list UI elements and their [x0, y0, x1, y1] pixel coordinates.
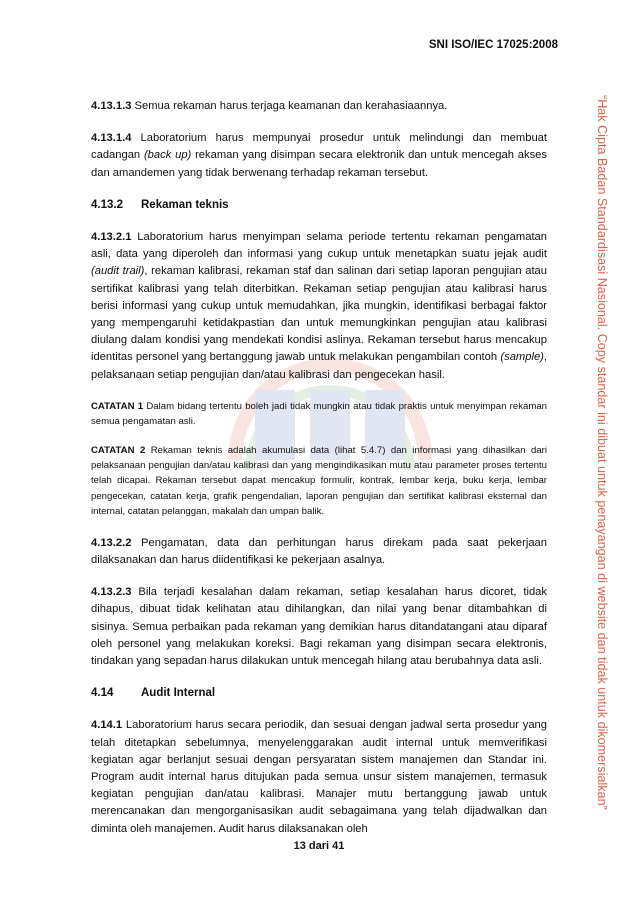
clause-4-13-2-2 — [91, 535, 547, 569]
note-text: Rekaman teknis adalah akumulasi data (lihat 5.4.7) dan informasi yang dihasilkan dari pelaksanaan pengujian dan/atau kalibrasi dan yang mengindikasikan mutu atau parameter proses tertentu telah dicapai. Rekaman tersebut dapat mencakup formulir, kontrak, lembar kerja, buku kerja, lembar pengecekan, catatan kerja, grafik pengendalian, laporan pengujian dan sertifikat kalibrasi eksternal dan internal, catatan pelanggan, makalah dan umpan balik. — [91, 444, 547, 518]
document-id-header: SNI ISO/IEC 17025:2008 — [428, 39, 558, 51]
clause-text: Laboratorium harus mempunyai prosedur untuk melindungi dan membuat cadangan — [91, 132, 547, 162]
note-1 — [91, 399, 547, 430]
clause-text: Pengamatan, data dan perhitungan harus direkam pada saat pekerjaan dilaksanakan dan harus diidentifikasi ke pekerjaan asalnya. — [91, 536, 547, 566]
clause-4-13-1-3 — [91, 98, 547, 115]
clause-4-14-1 — [91, 717, 547, 837]
section-number: 4.13.2 — [91, 198, 123, 211]
section-heading-4-13-2 — [91, 197, 547, 214]
copyright-side-watermark — [595, 95, 615, 810]
clause-4-13-2-3 — [91, 584, 547, 670]
clause-4-13-2-1 — [91, 229, 547, 384]
section-title: Rekaman teknis — [141, 198, 229, 211]
note-text: Dalam bidang tertentu boleh jadi tidak mungkin atau tidak praktis untuk menyimpan rekaman semua pengamatan asli. — [91, 400, 547, 428]
section-title: Audit Internal — [141, 687, 216, 700]
note-label: CATATAN 2 — [91, 444, 146, 456]
clause-text: Semua rekaman harus terjaga keamanan dan kerahasiaannya. — [131, 100, 448, 112]
note-label: CATATAN 1 — [91, 400, 144, 412]
copyright-side-text: “Hak Cipta Badan Standardisasi Nasional. Copy standar ini dibuat untuk penayangan di website dan tidak untuk dikomersialkan” — [595, 95, 609, 810]
section-number: 4.14 — [91, 687, 114, 700]
clause-number: 4.13.2.1 — [91, 231, 132, 244]
clause-italic-term: (back up) — [143, 149, 192, 162]
clause-number: 4.13.1.3 — [91, 100, 132, 112]
document-body — [91, 98, 547, 838]
section-heading-4-14 — [91, 685, 547, 702]
clause-text: Laboratorium harus menyimpan selama periode tertentu rekaman pengamatan asli, data yang diperoleh dan informasi yang cukup untuk menetapkan suatu jejak audit — [91, 231, 547, 261]
clause-number: 4.14.1 — [91, 719, 123, 732]
clause-text: Laboratorium harus secara periodik, dan sesuai dengan jadwal serta prosedur yang telah ditetapkan sebelumnya, menyelenggarakan audit internal untuk memverifikasi kegiatan agar berlanjut sesuai dengan persyaratan sistem manajemen dan Standar ini. Program audit internal harus ditujukan pada semua unsur sistem manajemen, termasuk kegiatan pengujian dan/atau kalibrasi. Manajer mutu bertanggung jawab untuk merencanakan dan mengorganisasikan audit sebagaimana yang telah dijadwalkan dan diminta oleh manajemen. Audit harus dilaksanakan oleh — [91, 719, 547, 835]
clause-number: 4.13.2.2 — [91, 536, 132, 549]
clause-number: 4.13.2.3 — [91, 586, 132, 599]
page-number: 13 dari 41 — [293, 840, 345, 852]
clause-italic-term: (audit trail) — [91, 265, 145, 278]
clause-text: Bila terjadi kesalahan dalam rekaman, setiap kesalahan harus dicoret, tidak dihapus, dibuat tidak kelihatan atau dihilangkan, dan nilai yang benar ditambahkan di sisinya. Semua perbaikan pada rekaman yang demikian harus ditandatangani atau diparaf oleh personel yang melakukan koreksi. Bagi rekaman yang disimpan secara elektronis, tindakan yang sepadan harus dilakukan untuk mencegah hilang atau berubahnya data asli. — [91, 586, 547, 667]
note-2 — [91, 443, 547, 520]
clause-italic-term: (sample) — [500, 351, 544, 364]
clause-text: , pelaksanaan setiap pengujian dan/atau kalibrasi dan pengecekan hasil. — [91, 351, 547, 381]
clause-number: 4.13.1.4 — [91, 132, 132, 145]
clause-text: , rekaman kalibrasi, rekaman staf dan salinan dari setiap laporan pengujian atau sertifikat kalibrasi yang telah diterbitkan. Rekaman setiap pengujian atau kalibrasi harus berisi informasi yang cukup untuk memudahkan, jika mungkin, identifikasi berbagai faktor yang mempengaruhi ketidakpastian dan untuk memungkinkan pengujian atau kalibrasi diulang dalam kondisi yang mendekati kondisi aslinya. Rekaman tersebut harus mencakup identitas personel yang bertanggung jawab untuk melakukan pengambilan contoh — [91, 265, 547, 364]
clause-4-13-1-4 — [91, 130, 547, 182]
clause-text: rekaman yang disimpan secara elektronik dan untuk mencegah akses dan amandemen yang tidak berwenang terhadap rekaman tersebut. — [91, 149, 547, 179]
